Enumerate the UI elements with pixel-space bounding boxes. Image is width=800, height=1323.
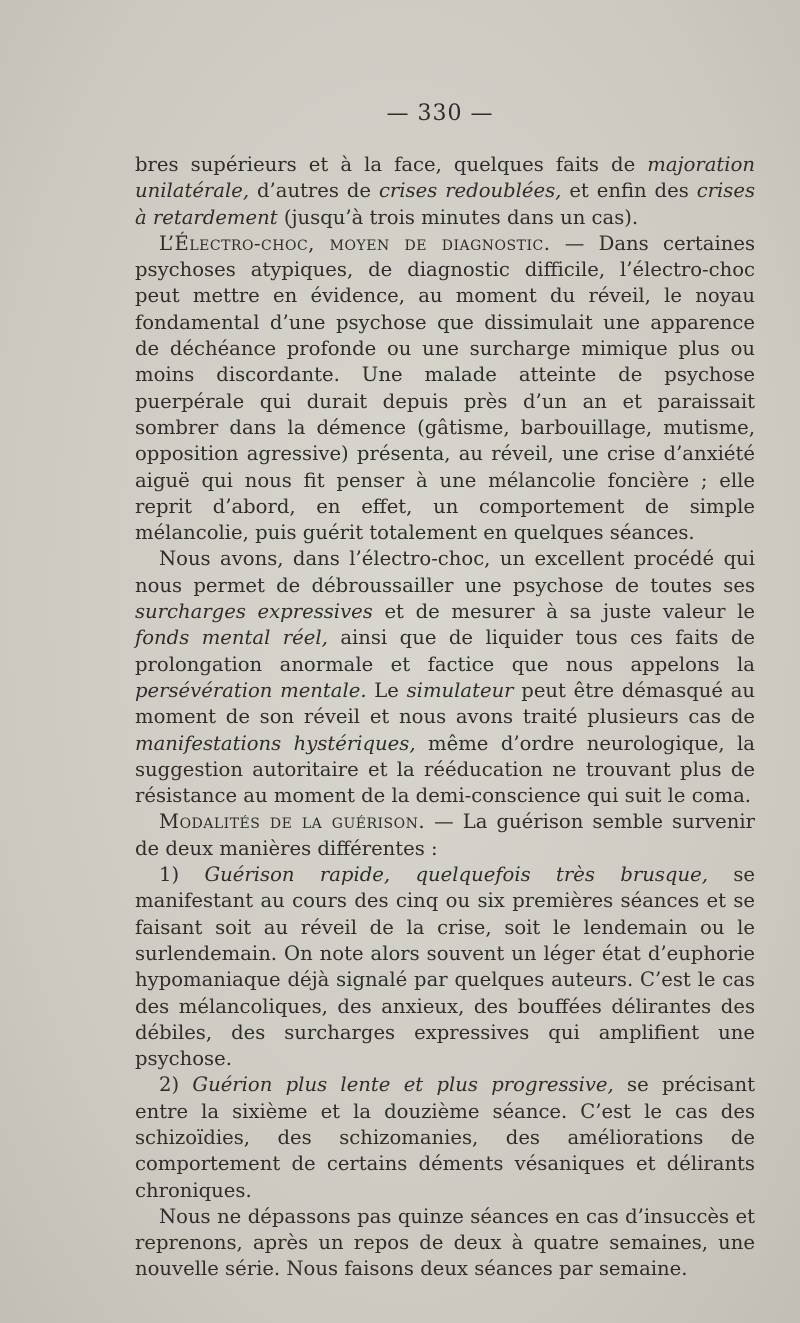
paragraph-continuation: bres supérieurs et à la face, quelques faits de majoration unilatérale, d’autres de crises redoublées, et enfin des crises à retardement (jusqu’à trois minutes dans un cas). [135, 153, 755, 229]
paragraph-guerison-rapide: 1) Guérison rapide, quelquefois très brusque, se manifestant au cours des cinq ou six premières séances et se faisant soit au réveil de la crise, soit le lendemain ou le surlendemain. On note alors souvent un léger état d’euphorie hypomaniaque déjà signalé par quelques auteurs. C’est le cas des mélancoliques, des anxieux, des bouffées délirantes des débiles, des surcharges expressives qui amplifient une psychose. [135, 863, 755, 1071]
paragraph-guerison-lente: 2) Guérion plus lente et plus progressive, se précisant entre la sixième et la douzième séance. C’est le cas des schizoïdies, des schizomanies, des améliorations de comportement de certains déments vésaniques et délirants chroniques. [135, 1073, 755, 1202]
paragraph-seances: Nous ne dépassons pas quinze séances en cas d’insuccès et reprenons, après un repos de deux à quatre semaines, une nouvelle série. Nous faisons deux séances par semaine. [135, 1204, 755, 1281]
page-body [135, 152, 755, 1283]
paragraph-electro-choc-diagnostic: L’Électro-choc, moyen de diagnostic. — Dans certaines psychoses atypiques, de diagnostic difficile, l’électro-choc peut mettre en évidence, au moment du réveil, le noyau fondamental d’une psychose que dissimulait une apparence de déchéance profonde ou une surcharge mimique plus ou moins discordante. Une malade atteinte de psychose puerpérale qui durait depuis près d’un an et paraissait sombrer dans la démence (gâtisme, barbouillage, mutisme, opposition agressive) présenta, au réveil, une crise d’anxiété aiguë qui nous fit penser à une mélancolie foncière ; elle reprit d’abord, en effet, un comportement de simple mélancolie, puis guérit totalement en quelques séances. [135, 231, 755, 545]
section-heading-modalites: Modalités de la guérison. [159, 810, 426, 834]
paragraph-modalites: Modalités de la guérison. — La guérison semble survenir de deux manières différentes : [135, 810, 755, 860]
paragraph-surcharges: Nous avons, dans l’électro-choc, un excellent procédé qui nous permet de débroussailler une psychose de toutes ses surcharges expressives et de mesurer à sa juste valeur le fonds mental réel, ainsi que de liquider tous ces faits de prolongation anormale et factice que nous appelons la persévération mentale. Le simulateur peut être démasqué au moment de son réveil et nous avons traité plusieurs cas de manifestations hystériques, même d’ordre neurologique, la suggestion autoritaire et la rééducation ne trouvant plus de résistance au moment de la demi-conscience qui suit le coma. [135, 547, 755, 808]
section-heading-diagnostic: L’Électro-choc, moyen de diagnostic. [159, 231, 551, 255]
page-number: — 330 — [386, 101, 494, 126]
